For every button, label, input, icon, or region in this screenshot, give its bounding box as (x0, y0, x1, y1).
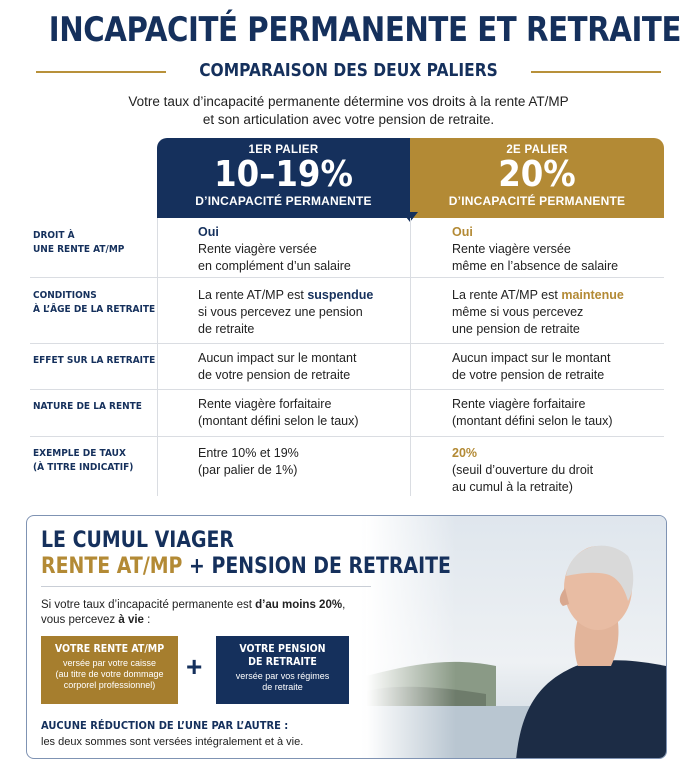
tier-2-level: 2E PALIER (506, 144, 568, 156)
retiree-photo (366, 516, 666, 759)
cumul-panel (26, 515, 667, 759)
tier-1-caption: D’INCAPACITÉ PERMANENTE (195, 194, 372, 208)
table-row (30, 278, 664, 344)
row-cell-tier-1: Rente viagère forfaitaire (montant défini selon le taux) (198, 397, 359, 428)
row-label: EFFET SUR LA RETRAITE (33, 355, 156, 366)
intro-line-2: et son articulation avec votre pension de retraite. (202, 112, 495, 127)
row-cell-tier-1: Entre 10% et 19% (par palier de 1%) (198, 446, 299, 477)
panel-footer-text: les deux sommes sont versées intégralement et à vie. (41, 736, 304, 748)
tier-2-caption: D’INCAPACITÉ PERMANENTE (448, 194, 626, 208)
column-header-tier-2 (410, 138, 664, 218)
row-label: CONDITIONS À L’ÂGE DE LA RETRAITE (33, 290, 156, 315)
row-cell-tier-1: La rente AT/MP est suspendue si vous percevez une pension de retraite (198, 288, 374, 336)
panel-subtitle: RENTE AT/MP + PENSION DE RETRAITE (41, 554, 451, 579)
rente-box: VOTRE RENTE AT/MP versée par votre caisse (au titre de votre dommage corporel professionnel) (41, 636, 178, 704)
row-cell-tier-2: 20% (seuil d’ouverture du droit au cumul à la retraite) (452, 446, 594, 494)
panel-divider (41, 586, 371, 587)
comparison-table (30, 218, 664, 496)
panel-footer-heading: AUCUNE RÉDUCTION DE L’UNE PAR L’AUTRE : (41, 719, 289, 732)
panel-title: LE CUMUL VIAGER (41, 528, 235, 553)
row-cell-tier-2: Oui Rente viagère versée même en l’absence de salaire (452, 225, 619, 273)
tier-2-percent: 20% (498, 154, 576, 195)
tier-1-percent: 10–19% (214, 154, 353, 195)
row-cell-tier-2: Aucun impact sur le montant de votre pension de retraite (452, 351, 611, 382)
pension-box: VOTRE PENSION DE RETRAITE versée par vos régimes de retraite (216, 636, 349, 704)
row-cell-tier-2: Rente viagère forfaitaire (montant défini selon le taux) (452, 397, 613, 428)
table-row (30, 390, 664, 437)
subtitle-row (36, 60, 661, 84)
row-cell-tier-2: La rente AT/MP est maintenue même si vous percevez une pension de retraite (452, 288, 624, 336)
row-label: EXEMPLE DE TAUX (À TITRE INDICATIF) (33, 448, 134, 473)
page-subtitle: COMPARAISON DES DEUX PALIERS (199, 60, 498, 81)
table-row (30, 218, 664, 278)
row-label: NATURE DE LA RENTE (33, 401, 142, 412)
page-title: INCAPACITÉ PERMANENTE ET RETRAITE (48, 10, 681, 50)
row-cell-tier-1: Aucun impact sur le montant de votre pension de retraite (198, 351, 357, 382)
subtitle-rule-right (531, 71, 661, 73)
panel-text: Si votre taux d’incapacité permanente est d’au moins 20%, vous percevez à vie : (41, 599, 346, 626)
intro-line-1: Votre taux d’incapacité permanente détermine vos droits à la rente AT/MP (128, 94, 569, 109)
tier-1-level: 1ER PALIER (248, 144, 319, 156)
plus-sign: + (186, 651, 203, 682)
intro-text (0, 93, 697, 129)
table-row (30, 344, 664, 390)
row-label: DROIT À UNE RENTE AT/MP (33, 230, 125, 255)
row-cell-tier-1: Oui Rente viagère versée en complément d’un salaire (198, 225, 351, 273)
table-row (30, 437, 664, 496)
column-header-tier-1 (157, 138, 410, 218)
